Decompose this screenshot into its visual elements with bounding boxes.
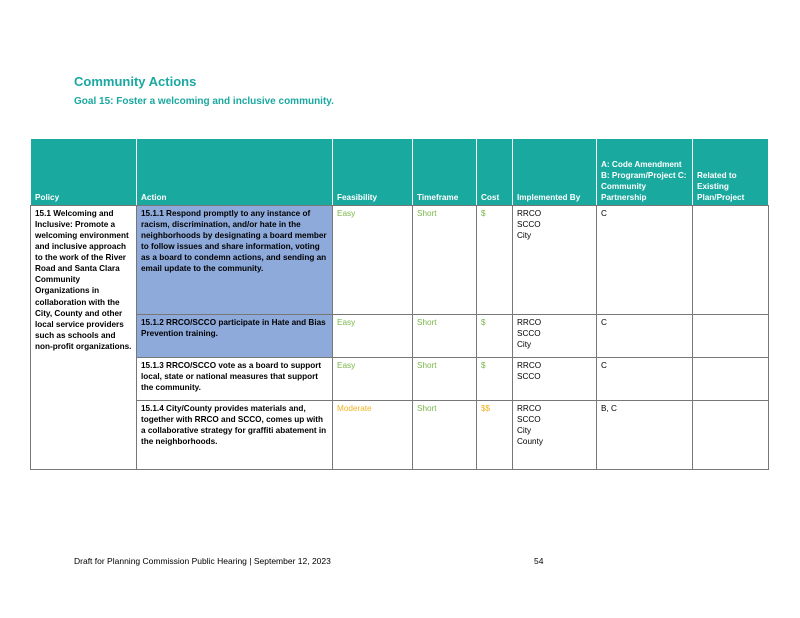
action-cell: 15.1.2 RRCO/SCCO participate in Hate and Bias Prevention training. xyxy=(137,315,333,358)
footer-text: Draft for Planning Commission Public Hearing | September 12, 2023 xyxy=(74,556,331,566)
implementer: City xyxy=(517,231,532,241)
header-action: Action xyxy=(137,139,333,206)
implementer: SCCO xyxy=(517,415,541,425)
header-related: Related to Existing Plan/Project xyxy=(693,139,769,206)
implementer: SCCO xyxy=(517,372,541,382)
implementer: SCCO xyxy=(517,329,541,339)
related-cell xyxy=(693,401,769,470)
header-timeframe: Timeframe xyxy=(413,139,477,206)
code-cell: C xyxy=(597,315,693,358)
implementer: City xyxy=(517,340,532,350)
cost-cell: $ xyxy=(477,315,513,358)
action-cell: 15.1.1 Respond promptly to any instance of racism, discrimination, and/or hate in the neighborhoods by designating a board member to follow issues and share information, voting as a board to condemn actions, and sending an email update to the community. xyxy=(137,206,333,315)
table-row xyxy=(31,401,769,470)
table-row xyxy=(31,206,769,315)
header-codes: A: Code Amendment B: Program/Project C: Community Partnership xyxy=(597,139,693,206)
related-cell xyxy=(693,358,769,401)
header-implemented-by: Implemented By xyxy=(513,139,597,206)
header-feasibility: Feasibility xyxy=(333,139,413,206)
goal-title: Goal 15: Foster a welcoming and inclusive community. xyxy=(74,96,334,107)
related-cell xyxy=(693,206,769,315)
action-cell: 15.1.3 RRCO/SCCO vote as a board to support local, state or national measures that support the community. xyxy=(137,358,333,401)
implementer: RRCO xyxy=(517,318,542,327)
implementer: RRCO xyxy=(517,404,542,413)
feasibility-cell: Easy xyxy=(333,206,413,315)
implemented-by-cell xyxy=(513,358,597,401)
implemented-by-cell xyxy=(513,206,597,315)
implementer: SCCO xyxy=(517,220,541,230)
table-header-row xyxy=(31,139,769,206)
feasibility-cell: Easy xyxy=(333,315,413,358)
related-cell xyxy=(693,315,769,358)
header-policy: Policy xyxy=(31,139,137,206)
implemented-by-cell xyxy=(513,315,597,358)
cost-cell: $$ xyxy=(477,401,513,470)
section-title: Community Actions xyxy=(74,74,197,89)
community-actions-table xyxy=(30,138,769,470)
code-cell: B, C xyxy=(597,401,693,470)
feasibility-cell: Moderate xyxy=(333,401,413,470)
implementer: County xyxy=(517,437,543,447)
timeframe-cell: Short xyxy=(413,206,477,315)
page-number: 54 xyxy=(534,556,544,566)
action-cell: 15.1.4 City/County provides materials and, together with RRCO and SCCO, comes up with a collaborative strategy for graffiti abatement in the neighborhoods. xyxy=(137,401,333,470)
feasibility-cell: Easy xyxy=(333,358,413,401)
code-cell: C xyxy=(597,358,693,401)
header-cost: Cost xyxy=(477,139,513,206)
cost-cell: $ xyxy=(477,206,513,315)
implemented-by-cell xyxy=(513,401,597,470)
timeframe-cell: Short xyxy=(413,401,477,470)
code-cell: C xyxy=(597,206,693,315)
cost-cell: $ xyxy=(477,358,513,401)
timeframe-cell: Short xyxy=(413,358,477,401)
implementer: RRCO xyxy=(517,361,542,370)
implementer: RRCO xyxy=(517,209,542,218)
table-row xyxy=(31,358,769,401)
policy-cell: 15.1 Welcoming and Inclusive: Promote a welcoming environment and inclusive approach to the work of the River Road and Santa Clara Community Organizations in collaboration with the City, County and other local service providers such as schools and non-profit organizations. xyxy=(31,206,137,470)
timeframe-cell: Short xyxy=(413,315,477,358)
implementer: City xyxy=(517,426,532,436)
table-row xyxy=(31,315,769,358)
